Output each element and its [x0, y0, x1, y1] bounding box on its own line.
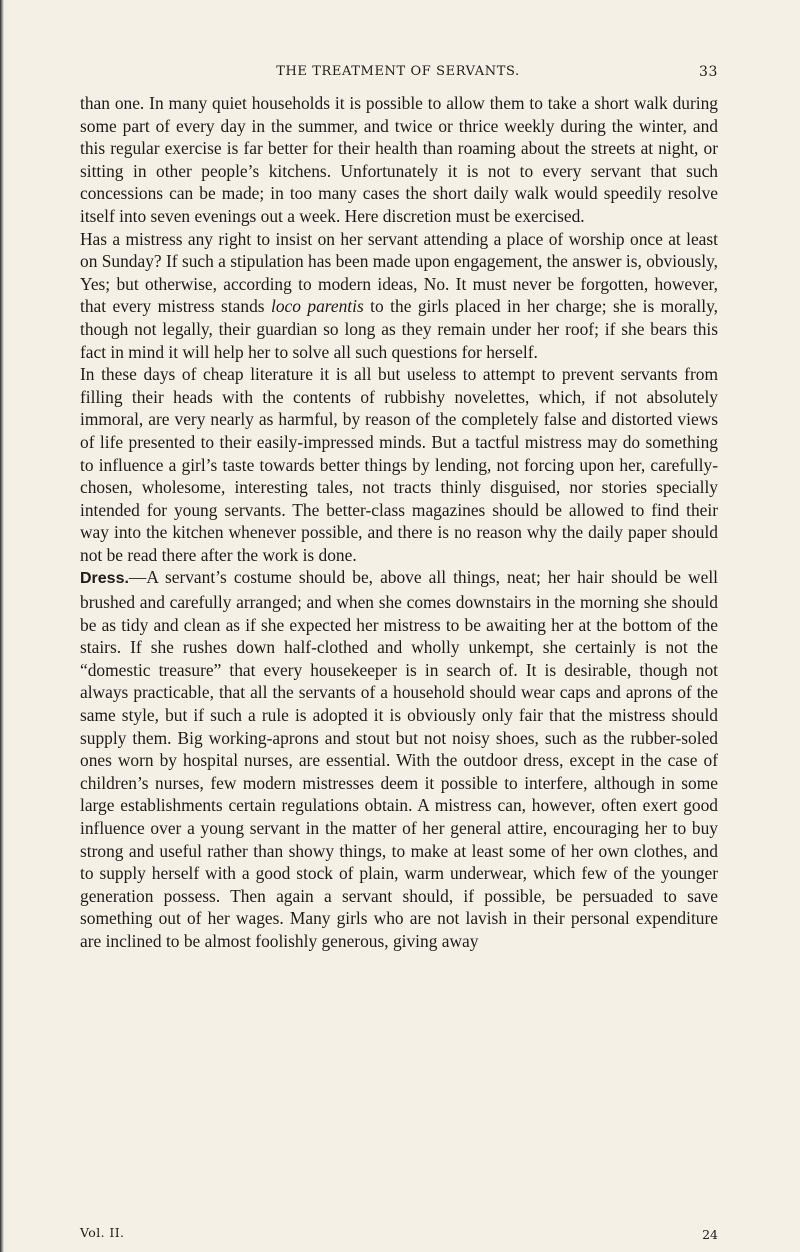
page-body: [80, 92, 718, 953]
paragraph-2: [80, 228, 718, 364]
paragraph-3: In these days of cheap literature it is all but useless to attempt to prevent servants from filling their heads with the contents of rubbishy novelettes, which, if not absolutely immoral, are very nearly as harmful, by reason of the completely false and distorted views of life presented to their easily-impressed minds. But a tactful mistress may do something to influence a girl’s taste towards better things by lending, not forcing upon her, carefully-chosen, wholesome, interesting tales, not tracts thinly disguised, nor stories specially intended for young servants. The better-class magazines should be allowed to find their way into the kitchen whenever possible, and there is no reason why the daily paper should not be read there after the work is done.: [80, 364, 718, 565]
section-heading-dress: Dress.: [80, 570, 129, 588]
binding-edge: [0, 0, 4, 1252]
signature-mark: 24: [702, 1227, 718, 1242]
running-title: THE TREATMENT OF SERVANTS.: [276, 64, 520, 79]
latin-phrase: loco parentis: [270, 296, 364, 317]
paragraph-1: than one. In many quiet households it is possible to allow them to take a short walk during some part of every day in the summer, and twice or thrice weekly during the winter, and this regular exercise is far better for their health than roaming about the streets at night, or sitting in other people’s kitchens. Unfortunately it is not to every servant that such concessions can be made; in too many cases the short daily walk would speedily resolve itself into seven evenings out a week. Here discretion must be exercised.: [80, 93, 718, 226]
paragraph-4-text: —A servant’s costume should be, above all things, neat; her hair should be well brushed and carefully arranged; and when she comes downstairs in the morning she should be as tidy and clean as if she expected her mistress to be awaiting her at the bottom of the stairs. If she rushes down half-clothed and wholly unkempt, she certainly is not the “domestic treasure” that every housekeeper is in search of. It is desirable, though not always practicable, that all the servants of a household should wear caps and aprons of the same style, but if such a rule is adopted it is obviously only fair that the mistress should supply them. Big working-aprons and stout but not noisy shoes, such as the rubber-soled ones worn by hospital nurses, are essential. With the outdoor dress, except in the case of children’s nurses, few modern mistresses deem it possible to interfere, although in some large establishments certain regulations obtain. A mistress can, however, often exert good influence over a young servant in the matter of her general attire, encouraging her to buy strong and useful rather than showy things, to make at least some of her own clothes, and to supply herself with a good stock of plain, warm underwear, which few of the younger generation possess. Then again a servant should, if possible, be persuaded to save something out of her wages. Many girls who are not lavish in their personal expenditure are inclined to be almost foolishly generous, giving away: [80, 567, 718, 951]
volume-label: Vol. II.: [80, 1225, 125, 1240]
paragraph-2-text-b: to the girls placed in her charge; she is morally, though not legally, their guardian so long as they remain under her roof; if she bears this fact in mind it will help her to solve all such questions for herself.: [80, 296, 718, 362]
page-number: 33: [698, 64, 718, 80]
paragraph-4: [80, 566, 718, 952]
paragraph-2-text-a: Has a mistress any right to insist on her servant attending a place of worship once at least on Sunday? If such a stipulation has been made upon engagement, the answer is, obviously, Yes; but otherwise, according to modern ideas, No. It must never be forgotten, however, that every mistress stands: [80, 228, 718, 317]
page-header: [78, 64, 718, 86]
page-footer: [80, 1225, 718, 1243]
